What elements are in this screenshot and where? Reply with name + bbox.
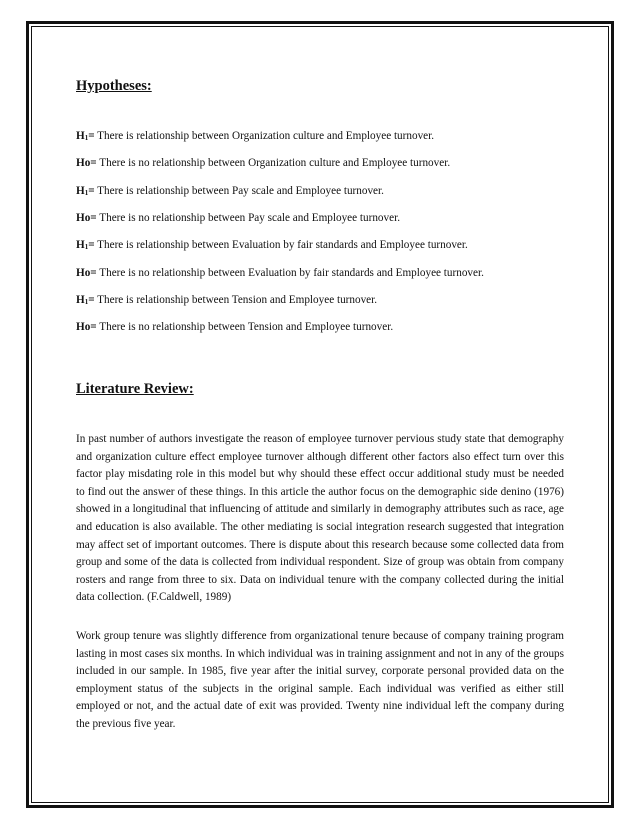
hypothesis-line: [76, 238, 468, 254]
hypothesis-equals: =: [90, 321, 97, 333]
hypothesis-equals: =: [88, 130, 95, 142]
hypothesis-subscript: 1: [84, 243, 89, 251]
hypothesis-label: Ho: [76, 267, 91, 279]
hypothesis-line: [76, 129, 434, 145]
literature-paragraph-1: In past number of authors investigate the reason of employee turnover pervious study state that demography and organization culture effect employee turnover although different other factors also effect turn over this factor play misdating role in this model but why should these effect occur additional study must be needed to find out the answer of these things. In this article the author focus on the demographic side denino (1976) showed in a longitudinal that influencing of attitude and similarly in demography attributes such as race, age and education is also available. The other mediating is social integration research suggested that integration may affect set of important outcomes. There is dispute about this research because some collected data from group and some of the data is collected from individual respondent. Size of group was obtain from company rosters and range from three to six. Data on individual tenure with the company collected during the initial data collection. (F.Caldwell, 1989): [76, 433, 564, 604]
hypothesis-label: Ho: [76, 157, 91, 169]
hypothesis-subscript: 1: [84, 134, 89, 142]
hypothesis-equals: =: [90, 267, 97, 279]
hypothesis-text: There is relationship between Tension and Employee turnover.: [94, 294, 378, 306]
hypothesis-text: There is no relationship between Tension and Employee turnover.: [96, 321, 394, 333]
hypothesis-line: [76, 320, 393, 334]
hypothesis-line: [76, 211, 400, 225]
hypothesis-label: H: [76, 185, 85, 197]
hypothesis-line: [76, 266, 484, 280]
hypothesis-label: H: [76, 239, 85, 251]
hypothesis-label: H: [76, 130, 85, 142]
hypothesis-text: There is relationship between Organization culture and Employee turnover.: [94, 130, 435, 142]
hypothesis-equals: =: [90, 212, 97, 224]
hypothesis-label: H: [76, 294, 85, 306]
hypotheses-heading: Hypotheses:: [76, 78, 152, 94]
hypothesis-equals: =: [90, 157, 97, 169]
literature-paragraph-2: Work group tenure was slightly difference from organizational tenure because of company training program lasting in most cases six months. In which individual was in training assignment and not in any of the groups included in our sample. In 1985, five year after the initial survey, corporate personal provided data on the employment status of the subjects in the original sample. Each individual was verified as either still employed or not, and the actual date of exit was provided. Twenty nine individual left the company during the previous five year.: [76, 630, 564, 730]
hypothesis-text: There is no relationship between Organization culture and Employee turnover.: [96, 157, 451, 169]
hypothesis-text: There is relationship between Pay scale and Employee turnover.: [94, 185, 384, 197]
hypothesis-subscript: 1: [84, 189, 89, 197]
hypothesis-text: There is no relationship between Pay scale and Employee turnover.: [96, 212, 400, 224]
literature-review-heading: Literature Review:: [76, 381, 194, 397]
hypothesis-label: Ho: [76, 212, 91, 224]
hypothesis-line: [76, 184, 384, 200]
hypothesis-subscript: 1: [84, 298, 89, 306]
hypothesis-line: [76, 293, 377, 309]
hypothesis-equals: =: [88, 239, 95, 251]
hypothesis-text: There is relationship between Evaluation by fair standards and Employee turnover.: [94, 239, 468, 251]
hypothesis-equals: =: [88, 294, 95, 306]
hypothesis-line: [76, 156, 450, 170]
hypothesis-text: There is no relationship between Evaluation by fair standards and Employee turnover.: [96, 267, 484, 279]
hypothesis-equals: =: [88, 185, 95, 197]
hypothesis-label: Ho: [76, 321, 91, 333]
